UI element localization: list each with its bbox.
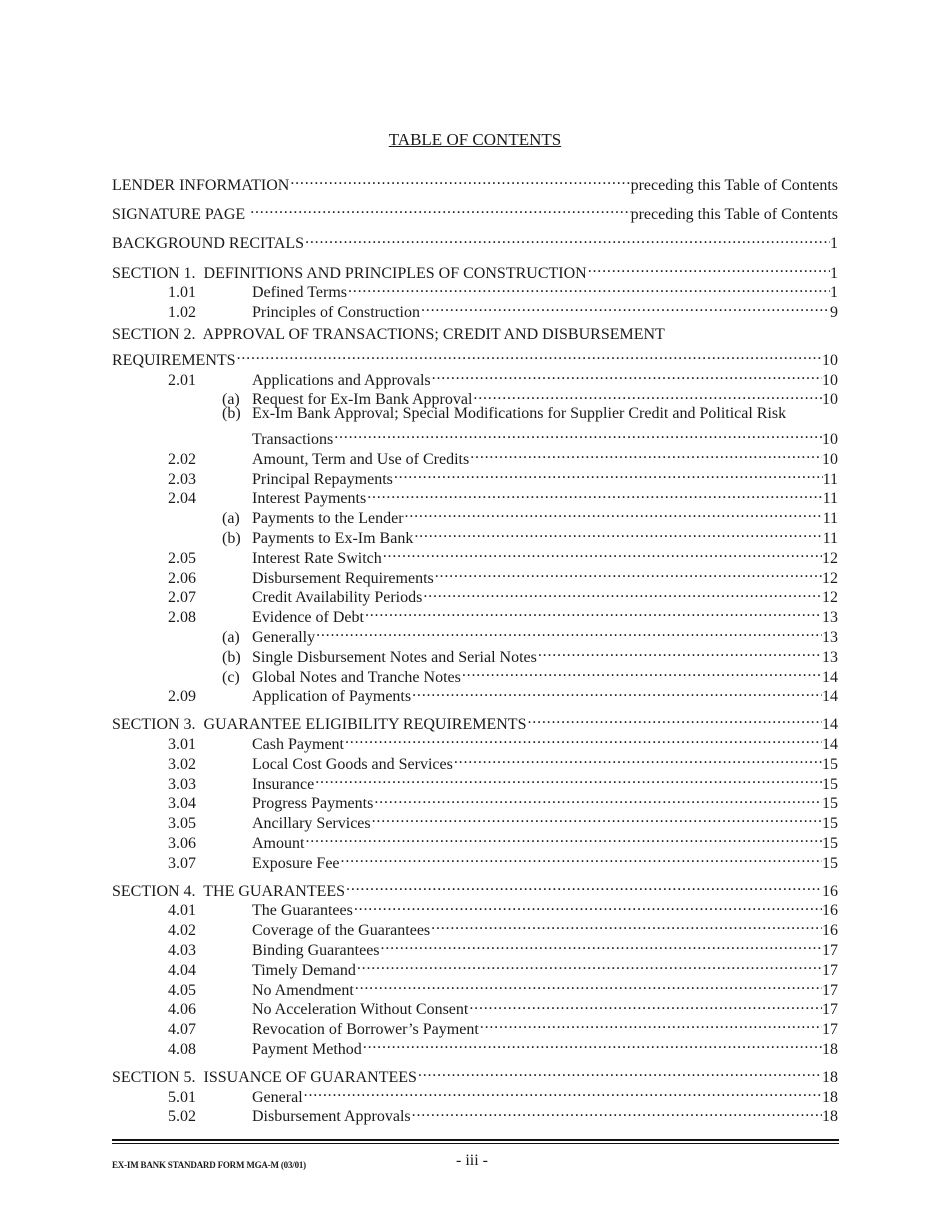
dot-leader bbox=[249, 199, 630, 219]
toc-number: 2.09 bbox=[168, 688, 196, 706]
toc-page: 12 bbox=[822, 589, 838, 607]
toc-label: Interest Rate Switch bbox=[252, 549, 382, 567]
toc-number: 2.01 bbox=[168, 371, 196, 389]
dot-leader bbox=[303, 1082, 822, 1102]
toc-number: 3.05 bbox=[168, 815, 196, 833]
toc-page: 1 bbox=[830, 284, 838, 302]
toc-label: Ex-Im Bank Approval; Special Modifications for Supplier Credit and Political Risk bbox=[252, 405, 787, 423]
toc-section-heading: REQUIREMENTS bbox=[112, 351, 236, 369]
dot-leader bbox=[411, 682, 822, 702]
toc-page: 17 bbox=[822, 961, 838, 979]
toc-page: 17 bbox=[822, 981, 838, 999]
toc-page: 16 bbox=[822, 922, 838, 940]
dot-leader bbox=[453, 749, 822, 769]
toc-label: Insurance bbox=[252, 775, 315, 793]
toc-number: (a) bbox=[222, 629, 240, 647]
toc-label: Timely Demand bbox=[252, 961, 356, 979]
dot-leader bbox=[364, 602, 822, 622]
toc-number: 4.01 bbox=[168, 902, 196, 920]
dot-leader bbox=[461, 662, 822, 682]
toc-label: Exposure Fee bbox=[252, 854, 340, 872]
footer-rule-thin bbox=[112, 1143, 839, 1144]
toc-number: 3.07 bbox=[168, 854, 196, 872]
dot-leader bbox=[344, 729, 822, 749]
toc-label: Cash Payment bbox=[252, 736, 344, 754]
toc-label: SIGNATURE PAGE bbox=[112, 206, 250, 224]
toc-page: 15 bbox=[822, 775, 838, 793]
toc-page: 10 bbox=[822, 431, 838, 449]
toc-number: (a) bbox=[222, 391, 240, 409]
toc-section-2 bbox=[112, 345, 838, 369]
toc-page: 14 bbox=[822, 668, 838, 686]
toc-label: Payments to Ex-Im Bank bbox=[252, 530, 414, 548]
toc-label: Credit Availability Periods bbox=[252, 589, 423, 607]
toc-page: 11 bbox=[822, 490, 838, 508]
dot-leader bbox=[422, 583, 822, 603]
toc-label: Disbursement Approvals bbox=[252, 1108, 411, 1126]
toc-section-3 bbox=[112, 709, 838, 734]
toc-number: 1.01 bbox=[168, 284, 196, 302]
toc-label: Generally bbox=[252, 629, 316, 647]
dot-leader bbox=[479, 1014, 822, 1034]
toc-page: 11 bbox=[822, 530, 838, 548]
dot-leader bbox=[393, 464, 823, 484]
toc-page: 15 bbox=[822, 755, 838, 773]
toc-page: 10 bbox=[822, 351, 838, 369]
toc-number: 4.06 bbox=[168, 1001, 196, 1019]
dot-leader bbox=[380, 935, 822, 955]
toc-number: (a) bbox=[222, 510, 240, 528]
toc-page: 15 bbox=[822, 835, 838, 852]
dot-leader bbox=[345, 876, 822, 896]
toc-entry-background-recitals bbox=[112, 229, 838, 253]
toc-label: Binding Guarantees bbox=[252, 941, 380, 959]
toc-number: 2.02 bbox=[168, 450, 196, 468]
toc-page: 18 bbox=[822, 1068, 838, 1086]
toc-label: Transactions bbox=[252, 431, 334, 449]
toc-number: 2.04 bbox=[168, 490, 196, 508]
toc-section-heading: SECTION 3. GUARANTEE ELIGIBILITY REQUIREMENTS bbox=[112, 716, 527, 734]
toc-section-4 bbox=[112, 876, 838, 900]
toc-number: (b) bbox=[222, 648, 241, 666]
dot-leader bbox=[382, 543, 822, 563]
toc-number: 3.03 bbox=[168, 775, 196, 793]
toc-page: 13 bbox=[822, 648, 838, 666]
toc-label: Single Disbursement Notes and Serial Notes bbox=[252, 648, 537, 666]
toc-number: 2.05 bbox=[168, 549, 196, 567]
toc-number: 1.02 bbox=[168, 304, 196, 322]
toc-page: 1 bbox=[830, 235, 838, 253]
toc-page: 14 bbox=[822, 688, 838, 706]
dot-leader bbox=[411, 1102, 822, 1122]
toc-page: 15 bbox=[822, 815, 838, 833]
toc-label: Defined Terms bbox=[252, 284, 347, 302]
dot-leader bbox=[417, 1062, 822, 1082]
toc-label: The Guarantees bbox=[252, 902, 353, 920]
toc-label: Request for Ex-Im Bank Approval bbox=[252, 391, 473, 409]
toc-section-heading: SECTION 5. ISSUANCE OF GUARANTEES bbox=[112, 1068, 417, 1086]
toc-entry-lender-information bbox=[112, 170, 838, 194]
toc-label: Principles of Construction bbox=[252, 304, 420, 322]
dot-leader bbox=[304, 229, 830, 249]
toc-page: 17 bbox=[822, 1021, 838, 1039]
toc-page: 16 bbox=[822, 902, 838, 920]
toc-page: 18 bbox=[822, 1040, 838, 1058]
toc-section-2-heading-line1: SECTION 2. APPROVAL OF TRANSACTIONS; CREDIT AND DISBURSEMENT bbox=[112, 326, 665, 344]
dot-leader bbox=[431, 365, 822, 385]
toc-number: 3.02 bbox=[168, 755, 196, 773]
toc-page: 18 bbox=[822, 1088, 838, 1106]
toc-number: 3.06 bbox=[168, 835, 196, 852]
toc-label: Interest Payments bbox=[252, 490, 367, 508]
toc-number: 3.04 bbox=[168, 795, 196, 813]
dot-leader bbox=[304, 828, 822, 848]
dot-leader bbox=[373, 789, 822, 809]
dot-leader bbox=[413, 523, 822, 543]
toc-number: 3.01 bbox=[168, 736, 196, 754]
dot-leader bbox=[587, 258, 830, 278]
toc-page: 17 bbox=[822, 1001, 838, 1019]
dot-leader bbox=[537, 642, 822, 662]
toc-page: 12 bbox=[822, 549, 838, 567]
toc-entry-signature-page bbox=[112, 199, 838, 224]
toc-label: Principal Repayments bbox=[252, 470, 393, 488]
toc-number: (c) bbox=[222, 668, 240, 686]
toc-label: Local Cost Goods and Services bbox=[252, 755, 453, 773]
toc-page: 18 bbox=[822, 1108, 838, 1126]
dot-leader bbox=[404, 503, 823, 523]
toc-number: 4.02 bbox=[168, 922, 196, 940]
toc-label: Amount, Term and Use of Credits bbox=[252, 450, 470, 468]
toc-number: 4.05 bbox=[168, 981, 196, 999]
toc-page: 11 bbox=[822, 510, 838, 528]
dot-leader bbox=[353, 896, 822, 916]
toc-label: General bbox=[252, 1088, 303, 1106]
dot-leader bbox=[472, 385, 822, 405]
dot-leader bbox=[354, 975, 822, 995]
toc-section-1 bbox=[112, 258, 838, 282]
toc-section-heading: SECTION 4. THE GUARANTEES bbox=[112, 882, 346, 900]
toc-number: 4.08 bbox=[168, 1040, 196, 1058]
toc-number: 2.03 bbox=[168, 470, 196, 488]
toc-page: 16 bbox=[822, 882, 838, 900]
toc-label: Progress Payments bbox=[252, 795, 374, 813]
toc-number: (b) bbox=[222, 405, 241, 423]
dot-leader bbox=[289, 170, 630, 190]
toc-page: 15 bbox=[822, 854, 838, 872]
toc-label: BACKGROUND RECITALS bbox=[112, 235, 305, 253]
dot-leader bbox=[469, 444, 822, 464]
dot-leader bbox=[366, 484, 822, 504]
toc-number: 5.02 bbox=[168, 1108, 196, 1126]
toc-section-5 bbox=[112, 1062, 838, 1086]
toc-section-heading: SECTION 1. DEFINITIONS AND PRINCIPLES OF CONSTRUCTION bbox=[112, 264, 587, 282]
toc-label: Coverage of the Guarantees bbox=[252, 922, 431, 940]
dot-leader bbox=[371, 808, 822, 828]
toc-page: 10 bbox=[822, 450, 838, 468]
toc-label: Ancillary Services bbox=[252, 815, 371, 833]
toc-page: 13 bbox=[822, 629, 838, 647]
toc-number: 2.07 bbox=[168, 589, 196, 607]
footer-page-number: - iii - bbox=[456, 1152, 488, 1169]
toc-page: 12 bbox=[822, 569, 838, 587]
toc-label: Application of Payments bbox=[252, 688, 412, 706]
toc-label: Amount bbox=[252, 835, 305, 852]
toc-page: 15 bbox=[822, 795, 838, 813]
dot-leader bbox=[362, 1034, 822, 1054]
footer-form-id: EX-IM BANK STANDARD FORM MGA-M (03/01) bbox=[112, 1160, 306, 1170]
dot-leader bbox=[356, 955, 822, 975]
toc-subentry-line1 bbox=[112, 404, 838, 424]
dot-leader bbox=[236, 345, 822, 365]
toc-number: 2.06 bbox=[168, 569, 196, 587]
toc-page: 14 bbox=[822, 736, 838, 754]
toc-label: Global Notes and Tranche Notes bbox=[252, 668, 461, 686]
toc-page: 11 bbox=[822, 470, 838, 488]
footer-rule bbox=[112, 1139, 839, 1141]
toc-label: No Amendment bbox=[252, 981, 354, 999]
dot-leader bbox=[434, 563, 822, 583]
toc-label: LENDER INFORMATION bbox=[112, 176, 290, 194]
dot-leader bbox=[347, 278, 830, 298]
dot-leader bbox=[468, 995, 822, 1015]
toc-number: 4.04 bbox=[168, 961, 196, 979]
dot-leader bbox=[333, 424, 822, 444]
toc-label: Applications and Approvals bbox=[252, 371, 431, 389]
dot-leader bbox=[430, 915, 822, 935]
toc-label: No Acceleration Without Consent bbox=[252, 1001, 469, 1019]
toc-page: preceding this Table of Contents bbox=[630, 206, 838, 224]
dot-leader bbox=[420, 297, 830, 317]
toc-page: 13 bbox=[822, 609, 838, 627]
toc-page: 10 bbox=[822, 371, 838, 389]
toc-label: Payments to the Lender bbox=[252, 510, 404, 528]
toc-page: 9 bbox=[830, 304, 838, 322]
toc-number: 2.08 bbox=[168, 609, 196, 627]
page-title: TABLE OF CONTENTS bbox=[388, 130, 562, 149]
toc-number: 4.07 bbox=[168, 1021, 196, 1039]
dot-leader bbox=[315, 622, 822, 642]
toc-label: Payment Method bbox=[252, 1040, 362, 1058]
toc-page: 14 bbox=[822, 716, 838, 734]
dot-leader bbox=[340, 848, 822, 868]
toc-number: (b) bbox=[222, 530, 241, 548]
toc-page: 17 bbox=[822, 941, 838, 959]
toc-label: Evidence of Debt bbox=[252, 609, 364, 627]
toc-number: 4.03 bbox=[168, 941, 196, 959]
toc-page: 1 bbox=[830, 264, 838, 282]
toc-label: Disbursement Requirements bbox=[252, 569, 434, 587]
toc-page: preceding this Table of Contents bbox=[630, 176, 838, 194]
table-of-contents bbox=[112, 170, 838, 1126]
dot-leader bbox=[526, 709, 822, 729]
toc-entry bbox=[112, 444, 838, 468]
dot-leader bbox=[314, 769, 822, 789]
toc-page: 10 bbox=[822, 391, 838, 409]
toc-number: 5.01 bbox=[168, 1088, 196, 1106]
toc-label: Revocation of Borrower’s Payment bbox=[252, 1021, 479, 1039]
toc-subentry bbox=[112, 424, 838, 449]
